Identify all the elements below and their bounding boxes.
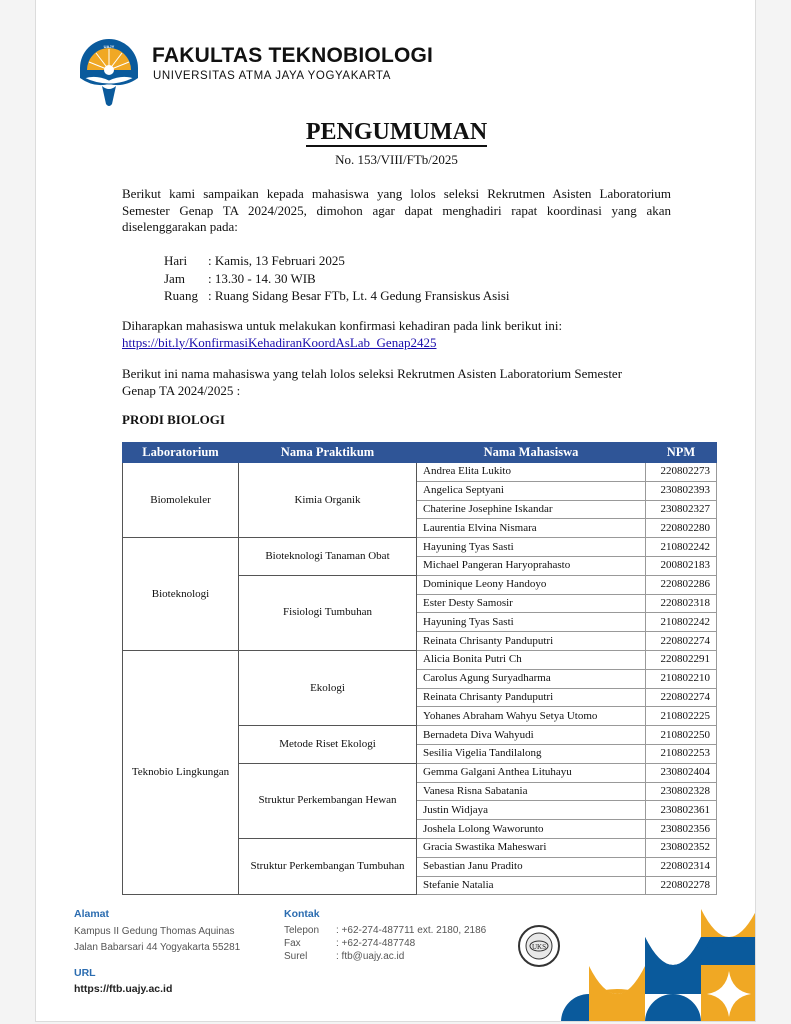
schedule-label: Jam: [164, 270, 185, 286]
header-nama-praktikum: Nama Praktikum: [239, 443, 417, 463]
cell-nama-mahasiswa: Joshela Lolong Waworunto: [417, 820, 646, 839]
header-npm: NPM: [646, 443, 717, 463]
cell-laboratorium: Biomolekuler: [123, 463, 239, 538]
cell-nama-mahasiswa: Sebastian Janu Pradito: [417, 857, 646, 876]
confirm-text: Diharapkan mahasiswa untuk melakukan konfirmasi kehadiran pada link berikut ini:: [122, 318, 563, 333]
cell-npm: 220802291: [646, 650, 717, 669]
confirm-link[interactable]: https://bit.ly/KonfirmasiKehadiranKoordAsLab_Genap2425: [122, 334, 437, 350]
prodi-heading: PRODI BIOLOGI: [122, 412, 225, 427]
logo-text: UAJY: [103, 44, 115, 49]
cell-npm: 230802404: [646, 763, 717, 782]
schedule-value: : Kamis, 13 Februari 2025: [208, 253, 345, 268]
intro-paragraph: Berikut kami sampaikan kepada mahasiswa yang lolos seleksi Rekrutmen Asisten Laboratorium Semester Genap TA 2024/2025, dimohon agar dapat menghadiri rapat koordinasi yang akan diselenggarakan pada:: [122, 186, 671, 234]
cell-npm: 220802318: [646, 594, 717, 613]
address-line: Kampus II Gedung Thomas Aquinas: [74, 926, 235, 937]
footer-contact: [284, 908, 486, 963]
contact-value: : +62-274-487711 ext. 2180, 2186: [336, 925, 487, 936]
cell-npm: 230802327: [646, 500, 717, 519]
certification-seal-icon: [518, 925, 560, 967]
schedule: [164, 252, 510, 305]
contact-label: Surel: [284, 951, 308, 962]
cell-nama-mahasiswa: Ester Desty Samosir: [417, 594, 646, 613]
table-row: [123, 650, 717, 669]
title-text: PENGUMUMAN: [305, 119, 488, 145]
cell-npm: 220802280: [646, 519, 717, 538]
cell-praktikum: Bioteknologi Tanaman Obat: [239, 538, 417, 576]
document-page: [35, 0, 756, 1022]
cell-nama-mahasiswa: Yohanes Abraham Wahyu Setya Utomo: [417, 707, 646, 726]
page-title: [36, 119, 756, 146]
university-logo-icon: [76, 34, 142, 110]
cell-praktikum: Metode Riset Ekologi: [239, 726, 417, 764]
cell-npm: 230802361: [646, 801, 717, 820]
cell-praktikum: Struktur Perkembangan Hewan: [239, 763, 417, 838]
cell-nama-mahasiswa: Hayuning Tyas Sasti: [417, 538, 646, 557]
contact-row: [284, 950, 486, 963]
cell-nama-mahasiswa: Dominique Leony Handoyo: [417, 575, 646, 594]
cell-praktikum: Ekologi: [239, 650, 417, 725]
contact-row: [284, 924, 486, 937]
cell-nama-mahasiswa: Hayuning Tyas Sasti: [417, 613, 646, 632]
url-link[interactable]: https://ftb.uajy.ac.id: [74, 983, 173, 995]
table-body: [123, 463, 717, 895]
schedule-value: : Ruang Sidang Besar FTb, Lt. 4 Gedung Fransiskus Asisi: [208, 288, 510, 303]
university-name: UNIVERSITAS ATMA JAYA YOGYAKARTA: [153, 70, 391, 82]
footer-url: [74, 967, 172, 995]
cell-nama-mahasiswa: Angelica Septyani: [417, 481, 646, 500]
cell-nama-mahasiswa: Carolus Agung Suryadharma: [417, 669, 646, 688]
cell-laboratorium: Bioteknologi: [123, 538, 239, 651]
cell-praktikum: Struktur Perkembangan Tumbuhan: [239, 838, 417, 894]
assistant-table: [122, 442, 717, 895]
cell-nama-mahasiswa: Justin Widjaya: [417, 801, 646, 820]
cell-npm: 210802242: [646, 613, 717, 632]
cell-npm: 230802352: [646, 838, 717, 857]
cell-npm: 210802242: [646, 538, 717, 557]
contact-label: Telepon: [284, 925, 320, 936]
schedule-label: Ruang: [164, 288, 198, 303]
cell-nama-mahasiswa: Gracia Swastika Maheswari: [417, 838, 646, 857]
contact-label: Fax: [284, 938, 301, 949]
announcement-number: No. 153/VIII/FTb/2025: [335, 152, 458, 167]
contact-value: : ftb@uajy.ac.id: [336, 951, 405, 962]
schedule-row-room: [164, 287, 510, 305]
cell-npm: 230802356: [646, 820, 717, 839]
cell-nama-mahasiswa: Alicia Bonita Putri Ch: [417, 650, 646, 669]
cell-npm: 230802393: [646, 481, 717, 500]
cell-npm: 210802253: [646, 744, 717, 763]
cell-npm: 210802225: [646, 707, 717, 726]
cell-npm: 220802274: [646, 688, 717, 707]
schedule-label: Hari: [164, 253, 188, 268]
header-laboratorium: Laboratorium: [123, 443, 239, 463]
address-heading: Alamat: [74, 908, 110, 920]
cell-nama-mahasiswa: Laurentia Elvina Nismara: [417, 519, 646, 538]
list-intro-paragraph: Berikut ini nama mahasiswa yang telah lolos seleksi Rekrutmen Asisten Laboratorium Semester Genap TA 2024/2025 :: [122, 366, 623, 398]
cell-npm: 210802210: [646, 669, 717, 688]
table-row: [123, 463, 717, 482]
schedule-row-time: [164, 270, 510, 288]
cell-npm: 230802328: [646, 782, 717, 801]
cell-npm: 210802250: [646, 726, 717, 745]
cell-npm: 220802286: [646, 575, 717, 594]
contact-row: [284, 937, 486, 950]
cell-nama-mahasiswa: Sesilia Vigelia Tandilalong: [417, 744, 646, 763]
cell-nama-mahasiswa: Stefanie Natalia: [417, 876, 646, 895]
header-nama-mahasiswa: Nama Mahasiswa: [417, 443, 646, 463]
table-row: [123, 538, 717, 557]
confirm-paragraph: [122, 318, 671, 351]
cell-nama-mahasiswa: Chaterine Josephine Iskandar: [417, 500, 646, 519]
table-header-row: [123, 443, 717, 463]
address-line: Jalan Babarsari 44 Yogyakarta 55281: [74, 942, 241, 953]
schedule-row-day: [164, 252, 510, 270]
cell-nama-mahasiswa: Andrea Elita Lukito: [417, 463, 646, 482]
decorative-pattern-icon: [556, 909, 756, 1022]
cell-npm: 220802278: [646, 876, 717, 895]
contact-heading: Kontak: [284, 908, 320, 920]
cell-laboratorium: Teknobio Lingkungan: [123, 650, 239, 894]
footer-address: [74, 908, 240, 956]
cell-nama-mahasiswa: Reinata Chrisanty Panduputri: [417, 688, 646, 707]
schedule-value: : 13.30 - 14. 30 WIB: [208, 270, 316, 286]
cell-praktikum: Kimia Organik: [239, 463, 417, 538]
cell-nama-mahasiswa: Reinata Chrisanty Panduputri: [417, 632, 646, 651]
cell-nama-mahasiswa: Vanesa Risna Sabatania: [417, 782, 646, 801]
cell-npm: 220802274: [646, 632, 717, 651]
faculty-name: FAKULTAS TEKNOBIOLOGI: [152, 44, 434, 67]
seal-text: UKS: [531, 943, 547, 951]
cell-nama-mahasiswa: Michael Pangeran Haryoprahasto: [417, 556, 646, 575]
cell-npm: 220802273: [646, 463, 717, 482]
cell-nama-mahasiswa: Bernadeta Diva Wahyudi: [417, 726, 646, 745]
cell-npm: 200802183: [646, 556, 717, 575]
contact-value: : +62-274-487748: [336, 938, 416, 949]
cell-nama-mahasiswa: Gemma Galgani Anthea Lituhayu: [417, 763, 646, 782]
cell-npm: 220802314: [646, 857, 717, 876]
cell-praktikum: Fisiologi Tumbuhan: [239, 575, 417, 650]
url-heading: URL: [74, 967, 96, 979]
